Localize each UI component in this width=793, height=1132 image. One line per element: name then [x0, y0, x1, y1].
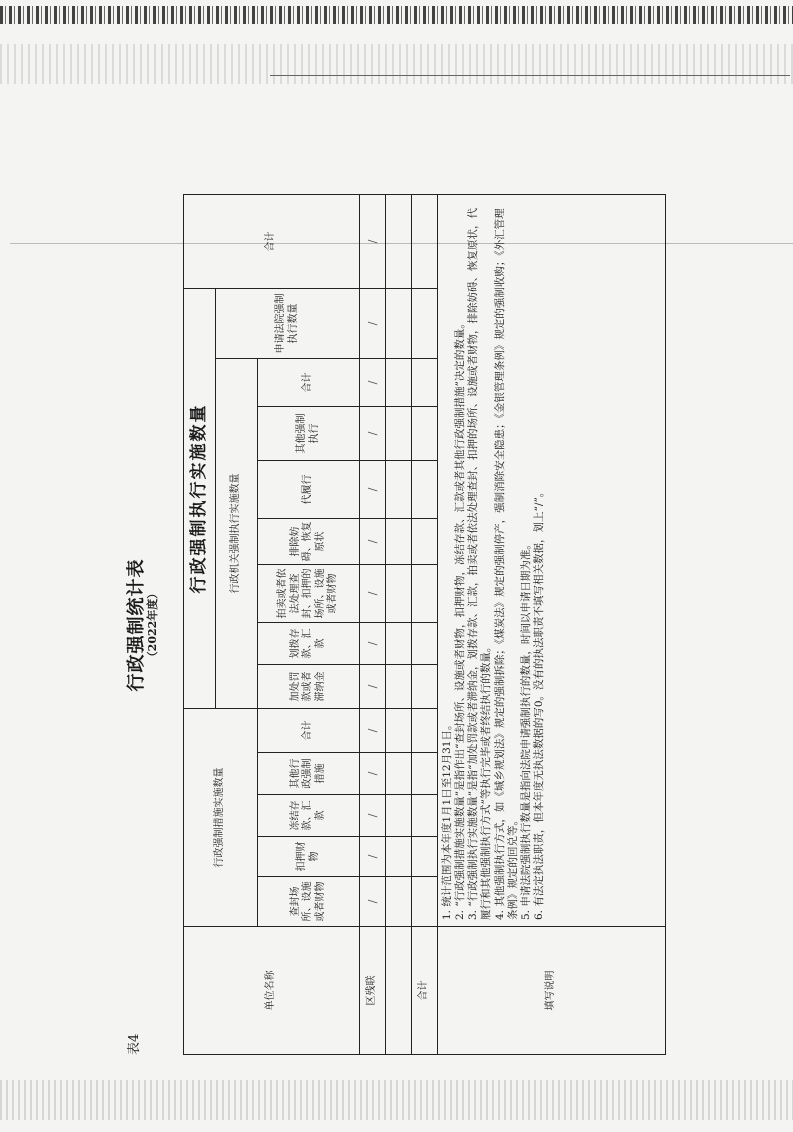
exec-other-header: 其他强制执行	[258, 407, 360, 461]
note-line: 3. “行政强制执行实施数量”是指“加处罚款或者滞纳金，划拨存款、汇款，拍卖或者依法处理查封、扣押的场所、设施或者财物，排除妨碍、恢复原状，代履行和其他强制执行方式”等执行完毕或者终结执行的数量。	[467, 208, 493, 920]
table-cell	[412, 195, 438, 289]
table-cell	[412, 709, 438, 753]
table-row	[386, 195, 412, 1055]
table-cell	[386, 461, 412, 519]
note-line: 6. 有法定执法职责，但本年度无执法数据的写0。没有的执法职责不填写相关数据，划上“/”。	[532, 486, 545, 920]
table-cell	[386, 623, 412, 665]
table-cell	[386, 795, 412, 837]
table-cell: /	[360, 565, 386, 623]
statistics-table	[183, 194, 666, 1055]
table-cell	[412, 665, 438, 709]
table-cell: /	[360, 709, 386, 753]
table-cell	[386, 407, 412, 461]
notes-content	[438, 195, 666, 927]
table-cell	[386, 289, 412, 359]
table-cell	[386, 359, 412, 407]
exec-auction-header: 拍卖或者依法处理查封、扣押的场所、设施或者财物	[258, 565, 360, 623]
row-unit-name	[386, 927, 412, 1055]
scan-edge-top	[0, 6, 793, 24]
note-line: 5. 申请法院强制执行数量是指向法院申请强制执行的数量，时间以申请日期为准。	[519, 539, 532, 920]
table-cell	[386, 195, 412, 289]
table-number: 表4	[127, 1033, 142, 1055]
exec-fine-header: 加处罚款或者滞纳金	[258, 665, 360, 709]
scan-rule	[270, 75, 790, 76]
scan-noise-top	[0, 44, 793, 84]
table-cell: /	[360, 665, 386, 709]
rotated-form-page	[123, 195, 683, 1055]
table-cell	[412, 565, 438, 623]
table-row	[360, 195, 386, 1055]
measure-seal-header: 查封场所、设施或者财物	[258, 877, 360, 927]
table-cell	[412, 407, 438, 461]
table-cell: /	[360, 795, 386, 837]
notes-label: 填写说明	[438, 927, 666, 1055]
measures-group-header: 行政强制措施实施数量	[184, 709, 258, 927]
form-title: 行政强制统计表	[126, 558, 147, 692]
notes-row	[438, 195, 666, 1055]
table-cell	[386, 665, 412, 709]
table-cell	[412, 795, 438, 837]
table-cell: /	[360, 461, 386, 519]
exec-transfer-header: 划拨存款、汇款	[258, 623, 360, 665]
table-cell	[412, 623, 438, 665]
admin-exec-group-header: 行政机关强制执行实施数量	[216, 359, 258, 709]
grand-total-header: 合计	[184, 195, 360, 289]
table-cell: /	[360, 753, 386, 795]
row-unit-name: 区残联	[360, 927, 386, 1055]
exec-total-header: 合计	[258, 359, 360, 407]
court-apply-header: 申请法院强制执行数量	[216, 289, 360, 359]
row-unit-name: 合计	[412, 927, 438, 1055]
table-cell	[412, 753, 438, 795]
measure-seize-header: 扣押财物	[258, 837, 360, 877]
note-line: 4. 其他强制执行方式，如《城乡规划法》规定的强制拆除；《煤炭法》规定的强制停产，强制消除安全隐患；《金银管理条例》规定的强制收购；《外汇管理条例》规定的回兑等。	[493, 208, 519, 920]
measure-total-header: 合计	[258, 709, 360, 753]
execution-big-heading: 行政强制执行实施数量	[184, 289, 216, 709]
table-cell	[386, 565, 412, 623]
note-line: 2. “行政强制措施实施数量”是指作出“查封场所、设施或者财物，扣押财物，冻结存款、汇款或者其他行政强制措施”决定的数量。	[454, 318, 467, 920]
table-cell: /	[360, 519, 386, 565]
table-cell: /	[360, 359, 386, 407]
note-line: 1. 统计范围为本年度1月1日至12月31日。	[441, 719, 453, 920]
scan-noise-bottom	[0, 1080, 793, 1120]
form-subtitle: （2022年度）	[146, 587, 159, 663]
table-cell: /	[360, 289, 386, 359]
table-cell	[412, 289, 438, 359]
unit-name-header: 单位名称	[184, 927, 360, 1055]
table-cell: /	[360, 407, 386, 461]
table-cell: /	[360, 623, 386, 665]
table-cell	[386, 837, 412, 877]
table-cell	[412, 877, 438, 927]
table-cell	[386, 519, 412, 565]
table-cell	[412, 519, 438, 565]
exec-remove-header: 排除妨碍、恢复原状	[258, 519, 360, 565]
table-cell	[386, 709, 412, 753]
measure-other-header: 其他行政强制措施	[258, 753, 360, 795]
table-cell	[412, 837, 438, 877]
table-cell: /	[360, 877, 386, 927]
exec-substitute-header: 代履行	[258, 461, 360, 519]
table-cell	[386, 753, 412, 795]
measure-freeze-header: 冻结存款、汇款	[258, 795, 360, 837]
table-cell	[386, 877, 412, 927]
table-cell	[412, 461, 438, 519]
table-row	[412, 195, 438, 1055]
table-cell: /	[360, 837, 386, 877]
table-cell: /	[360, 195, 386, 289]
table-cell	[412, 359, 438, 407]
